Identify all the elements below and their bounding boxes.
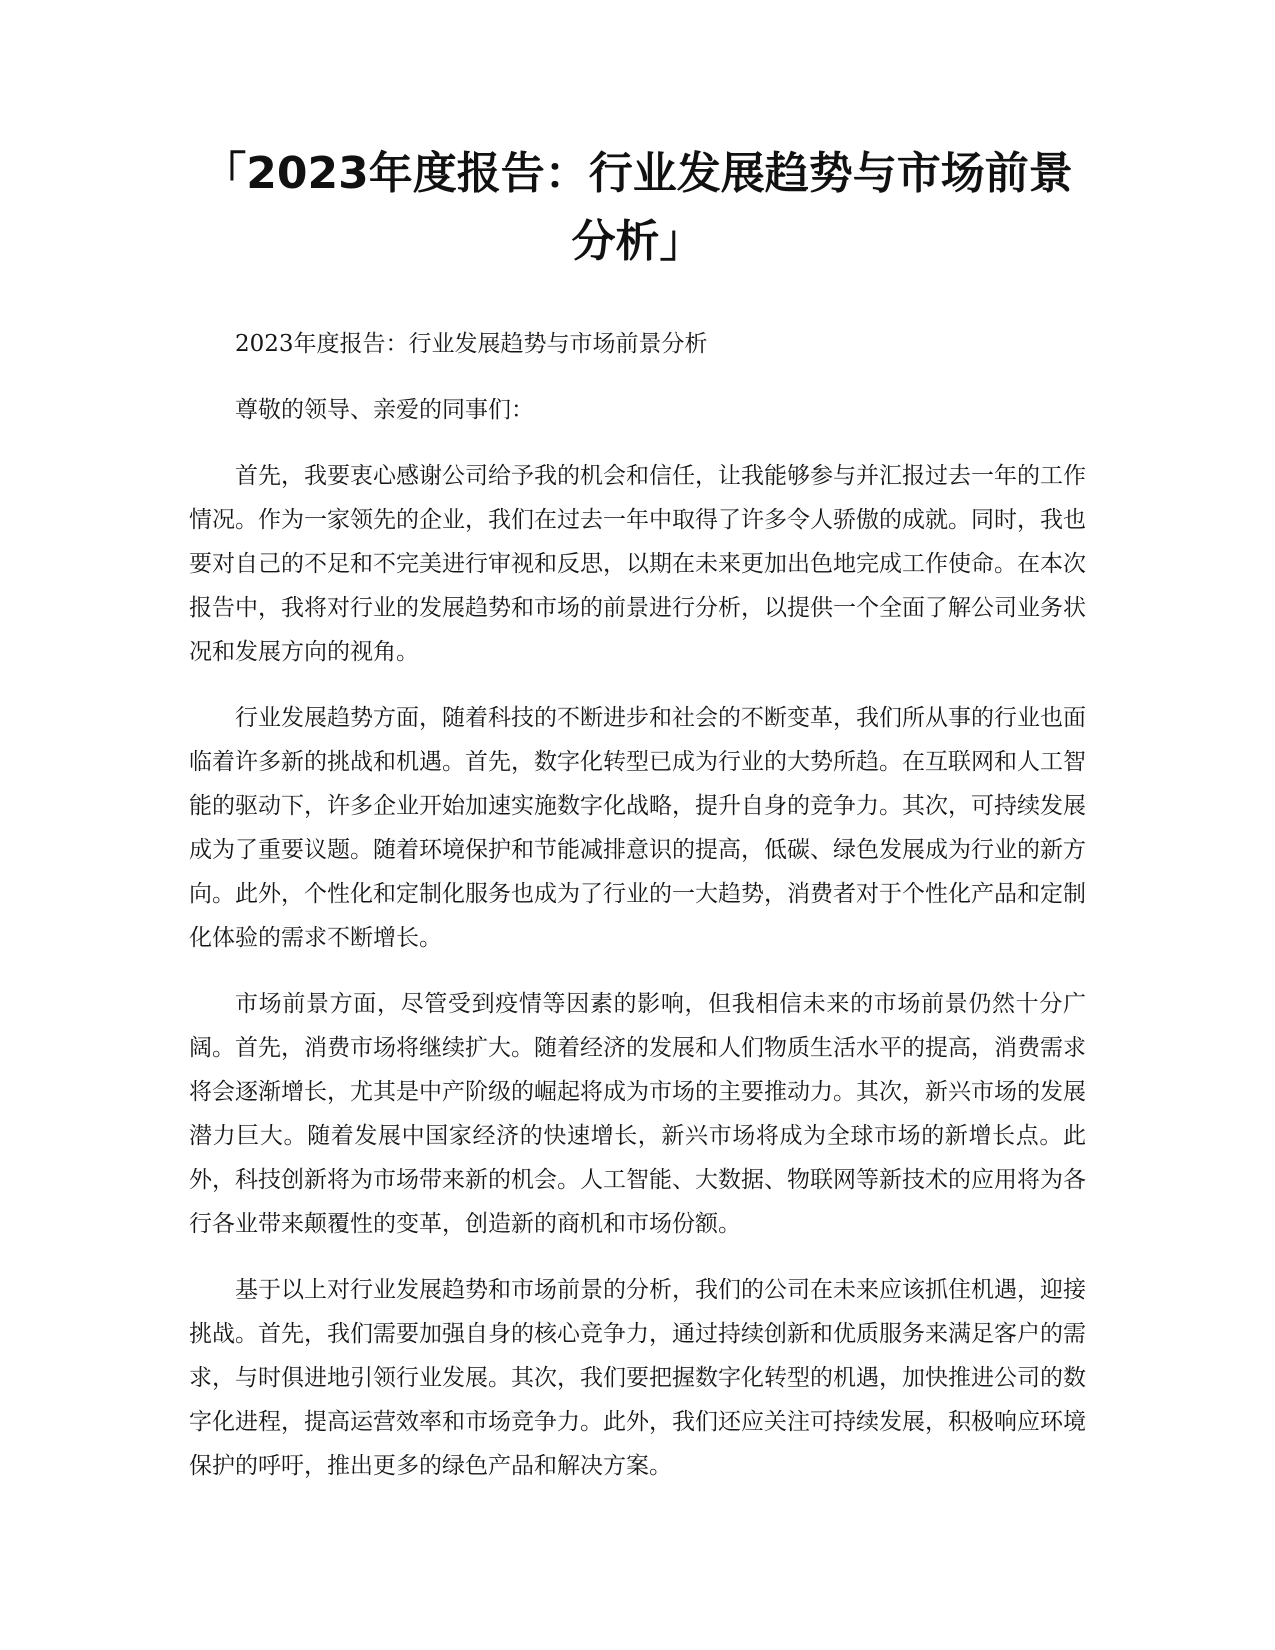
- salutation-paragraph: 尊敬的领导、亲爱的同事们：: [235, 397, 534, 423]
- market-outlook-paragraph: 市场前景方面，尽管受到疫情等因素的影响，但我相信未来的市场前景仍然十分广阔。首先，消费市场将继续扩大。随着经济的发展和人们物质生活水平的提高，消费需求将会逐渐增长，尤其是中产阶级的崛起将成为市场的主要推动力。其次，新兴市场的发展潜力巨大。随着发展中国家经济的快速增长，新兴市场将成为全球市场的新增长点。此外，科技创新将为市场带来新的机会。人工智能、大数据、物联网等新技术的应用将为各行各业带来颠覆性的变革，创造新的商机和市场份额。: [189, 991, 1086, 1237]
- company-strategy-paragraph: 基于以上对行业发展趋势和市场前景的分析，我们的公司在未来应该抓住机遇，迎接挑战。首先，我们需要加强自身的核心竞争力，通过持续创新和优质服务来满足客户的需求，与时俱进地引领行业发展。其次，我们要把握数字化转型的机遇，加快推进公司的数字化进程，提高运营效率和市场竞争力。此外，我们还应关注可持续发展，积极响应环境保护的呼吁，推出更多的绿色产品和解决方案。: [189, 1277, 1086, 1479]
- subtitle-paragraph: 2023年度报告：行业发展趋势与市场前景分析: [235, 331, 708, 357]
- document-body: [189, 322, 1086, 1488]
- industry-trends-paragraph: 行业发展趋势方面，随着科技的不断进步和社会的不断变革，我们所从事的行业也面临着许多新的挑战和机遇。首先，数字化转型已成为行业的大势所趋。在互联网和人工智能的驱动下，许多企业开始加速实施数字化战略，提升自身的竞争力。其次，可持续发展成为了重要议题。随着环境保护和节能减排意识的提高，低碳、绿色发展成为行业的新方向。此外，个性化和定制化服务也成为了行业的一大趋势，消费者对于个性化产品和定制化体验的需求不断增长。: [189, 705, 1086, 951]
- intro-paragraph: 首先，我要衷心感谢公司给予我的机会和信任，让我能够参与并汇报过去一年的工作情况。作为一家领先的企业，我们在过去一年中取得了许多令人骄傲的成就。同时，我也要对自己的不足和不完美进行审视和反思，以期在未来更加出色地完成工作使命。在本次报告中，我将对行业的发展趋势和市场的前景进行分析，以提供一个全面了解公司业务状况和发展方向的视角。: [189, 463, 1086, 665]
- document-title: 「2023年度报告：行业发展趋势与市场前景分析」: [202, 148, 1073, 267]
